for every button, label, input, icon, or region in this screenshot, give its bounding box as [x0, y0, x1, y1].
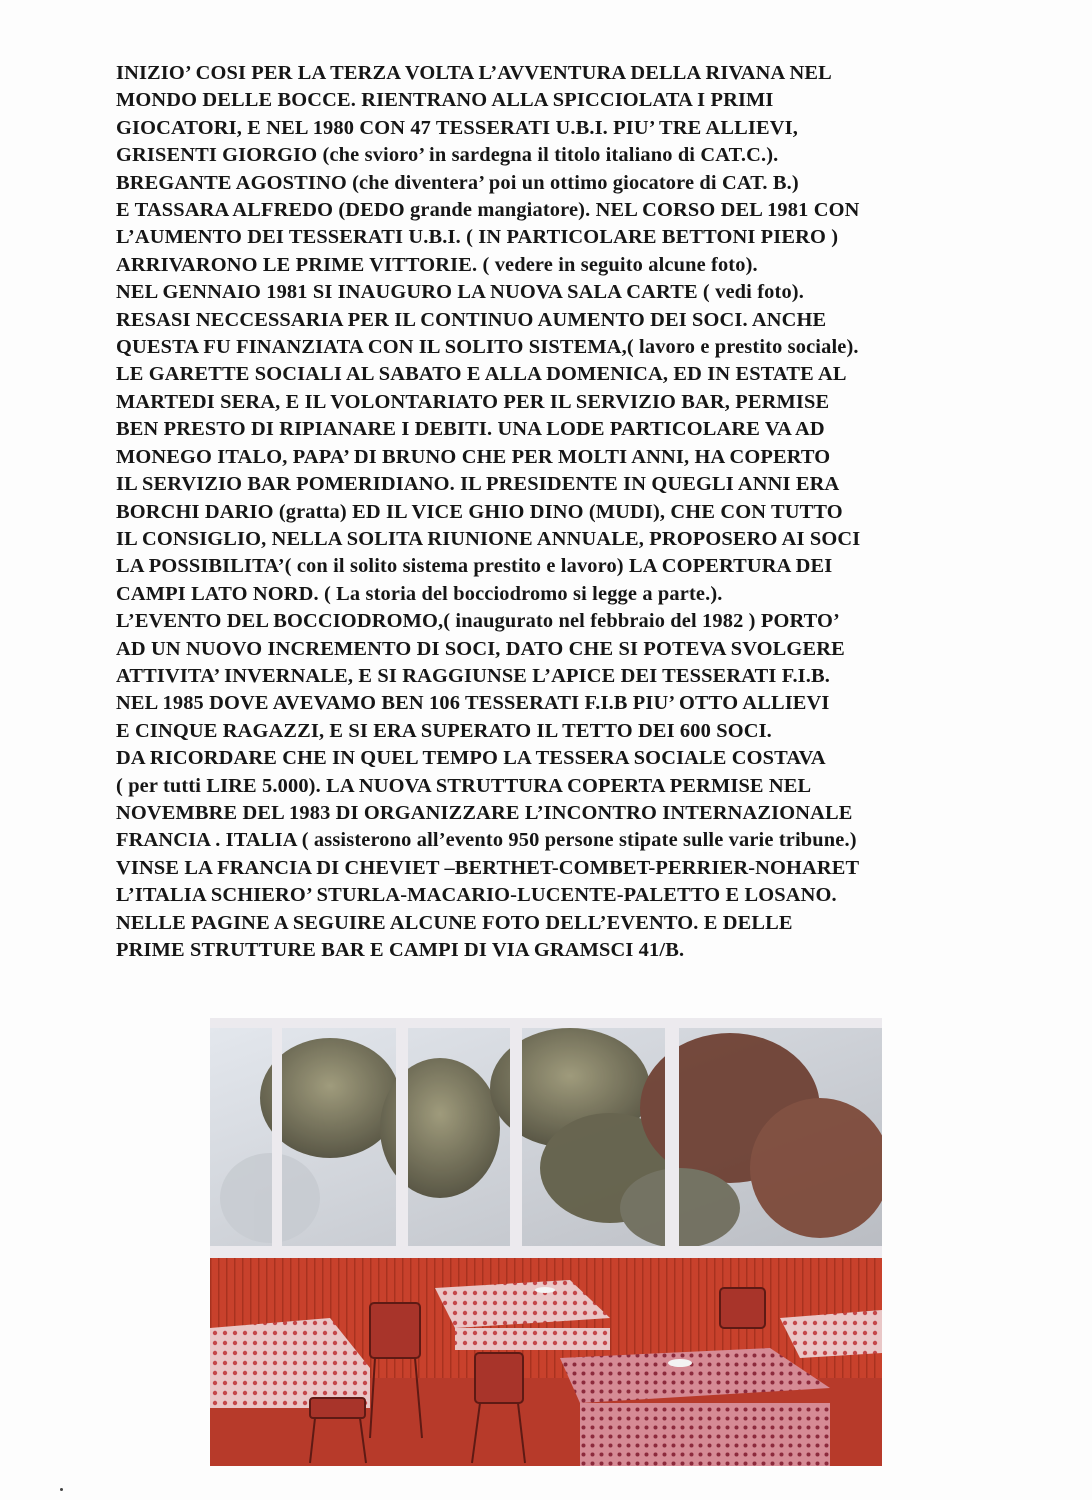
- text-line: QUESTA FU FINANZIATA CON IL SOLITO SISTEMA,( lavoro e prestito sociale).: [116, 336, 859, 359]
- text-line: INIZIO’ COSI PER LA TERZA VOLTA L’AVVENTURA DELLA RIVANA NEL: [116, 62, 832, 84]
- text-line: L’EVENTO DEL BOCCIODROMO,( inaugurato nel febbraio del 1982 ) PORTO’: [116, 610, 840, 633]
- text-line: DA RICORDARE CHE IN QUEL TEMPO LA TESSERA SOCIALE COSTAVA: [116, 747, 826, 770]
- text-line: NOVEMBRE DEL 1983 DI ORGANIZZARE L’INCONTRO INTERNAZIONALE: [116, 801, 853, 824]
- text-line: PRIME STRUTTURE BAR E CAMPI DI VIA GRAMSCI 41/B.: [116, 939, 685, 961]
- text-line: CAMPI LATO NORD. ( La storia del bocciodromo si legge a parte.).: [116, 582, 723, 605]
- text-line: GIOCATORI, E NEL 1980 CON 47 TESSERATI U.B.I. PIU’ TRE ALLIEVI,: [116, 116, 798, 139]
- text-line: ATTIVITA’ INVERNALE, E SI RAGGIUNSE L’APICE DEI TESSERATI F.I.B.: [116, 664, 831, 687]
- text-line: MONDO DELLE BOCCE. RIENTRANO ALLA SPICCIOLATA I PRIMI: [116, 89, 774, 112]
- text-line: L’ITALIA SCHIERO’ STURLA-MACARIO-LUCENTE-PALETTO E LOSANO.: [116, 884, 837, 907]
- text-line: IL CONSIGLIO, NELLA SOLITA RIUNIONE ANNUALE, PROPOSERO AI SOCI: [116, 527, 861, 550]
- text-line: AD UN NUOVO INCREMENTO DI SOCI, DATO CHE SI POTEVA SVOLGERE: [116, 637, 845, 660]
- text-line: IL SERVIZIO BAR POMERIDIANO. IL PRESIDENTE IN QUEGLI ANNI ERA: [116, 473, 840, 496]
- text-line: FRANCIA . ITALIA ( assisterono all’evento 950 persone stipate sulle varie tribune.): [116, 829, 857, 852]
- photo-illustration: [210, 1018, 882, 1466]
- text-line: LE GARETTE SOCIALI AL SABATO E ALLA DOMENICA, ED IN ESTATE AL: [116, 363, 847, 386]
- text-line: GRISENTI GIORGIO (che svioro’ in sardegna il titolo italiano di CAT.C.).: [116, 144, 779, 167]
- text-line: MARTEDI SERA, E IL VOLONTARIATO PER IL SERVIZIO BAR, PERMISE: [116, 390, 830, 413]
- card-room-photo: [210, 1018, 882, 1466]
- text-line: BREGANTE AGOSTINO (che diventera’ poi un ottimo giocatore di CAT. B.): [116, 171, 799, 194]
- text-line: L’AUMENTO DEI TESSERATI U.B.I. ( IN PARTICOLARE BETTONI PIERO ): [116, 226, 839, 249]
- text-line: LA POSSIBILITA’( con il solito sistema prestito e lavoro) LA COPERTURA DEI: [116, 555, 833, 578]
- text-line: E TASSARA ALFREDO (DEDO grande mangiatore). NEL CORSO DEL 1981 CON: [116, 199, 860, 222]
- text-line: ( per tutti LIRE 5.000). LA NUOVA STRUTTURA COPERTA PERMISE NEL: [116, 774, 812, 797]
- document-body-text: [116, 60, 1046, 964]
- text-line: BORCHI DARIO (gratta) ED IL VICE GHIO DINO (MUDI), CHE CON TUTTO: [116, 500, 843, 523]
- text-line: RESASI NECCESSARIA PER IL CONTINUO AUMENTO DEI SOCI. ANCHE: [116, 308, 827, 331]
- text-line: NEL 1985 DOVE AVEVAMO BEN 106 TESSERATI F.I.B PIU’ OTTO ALLIEVI: [116, 692, 830, 715]
- text-line: ARRIVARONO LE PRIME VITTORIE. ( vedere in seguito alcune foto).: [116, 253, 758, 276]
- scan-speck: [60, 1488, 63, 1491]
- text-line: BEN PRESTO DI RIPIANARE I DEBITI. UNA LODE PARTICOLARE VA AD: [116, 418, 825, 441]
- text-line: E CINQUE RAGAZZI, E SI ERA SUPERATO IL TETTO DEI 600 SOCI.: [116, 719, 772, 742]
- text-line: MONEGO ITALO, PAPA’ DI BRUNO CHE PER MOLTI ANNI, HA COPERTO: [116, 445, 831, 468]
- text-line: VINSE LA FRANCIA DI CHEVIET –BERTHET-COMBET-PERRIER-NOHARET: [116, 856, 860, 879]
- text-line: NEL GENNAIO 1981 SI INAUGURO LA NUOVA SALA CARTE ( vedi foto).: [116, 281, 804, 304]
- text-line: NELLE PAGINE A SEGUIRE ALCUNE FOTO DELL’EVENTO. E DELLE: [116, 911, 793, 934]
